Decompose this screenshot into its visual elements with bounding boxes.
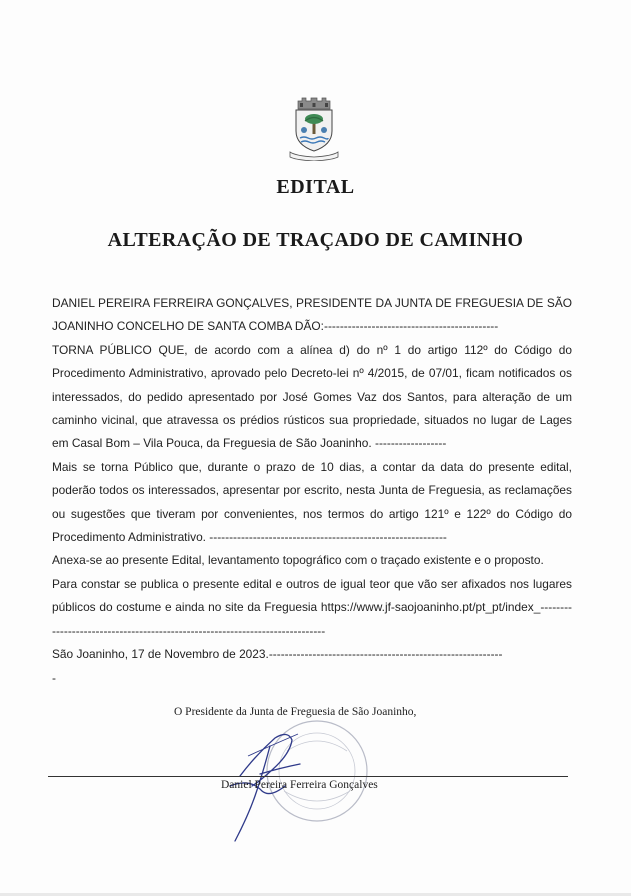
paragraph-trailing-dash: - [52,670,56,685]
document-subtitle: ALTERAÇÃO DE TRAÇADO DE CAMINHO [107,229,524,251]
paragraph-deadline: Mais se torna Público que, durante o prazo de 10 dias, a contar da data do presente edital, poderão todos os interessados, apresentar por escrito, nesta Junta de Freguesia, as reclamações ou sugestões que tiveram por convenientes, nos termos do artigo 121º e 122º do Código do Procedimento Administrativo. ------------------------------------------------------------ [52,459,572,545]
signature-name: Daniel Pereira Ferreira Gonçalves [221,779,378,791]
signature-caption: O Presidente da Junta de Freguesia de São Joaninho, [174,706,417,718]
paragraph-annex: Anexa-se ao presente Edital, levantamento topográfico com o traçado existente e o proposto. [52,553,544,568]
paragraph-publication: Para constar se publica o presente edital e outros de igual teor que vão ser afixados nos lugares públicos do costume e ainda no site da Freguesia https://www.jf-saojoaninho.pt/pt_pt/index_----------------------------------------------------------------------------- [52,576,572,638]
paragraph-notice: TORNA PÚBLICO QUE, de acordo com a alínea d) do nº 1 do artigo 112º do Código do Procedimento Administrativo, aprovado pelo Decreto-lei nº 4/2015, de 07/01, ficam notificados os interessados, do pedido apresentado por José Gomes Vaz dos Santos, para alteração de um caminho vicinal, que atravessa os prédios rústicos sua propriedade, situados no lugar de Lages em Casal Bom – Vila Pouca, da Freguesia de São Joaninho. ------------------ [52,342,572,451]
paragraph-header: DANIEL PEREIRA FERREIRA GONÇALVES, PRESIDENTE DA JUNTA DE FREGUESIA DE SÃO JOANINHO CONCELHO DE SANTA COMBA DÃO:-------------------------------------------- [52,296,572,334]
parish-coat-of-arms-icon [286,95,342,161]
document-body [52,292,572,690]
paragraph-date: São Joaninho, 17 de Novembro de 2023.----------------------------------------------------------- [52,647,503,662]
signature-line [48,776,568,777]
document-title: EDITAL [276,176,355,198]
